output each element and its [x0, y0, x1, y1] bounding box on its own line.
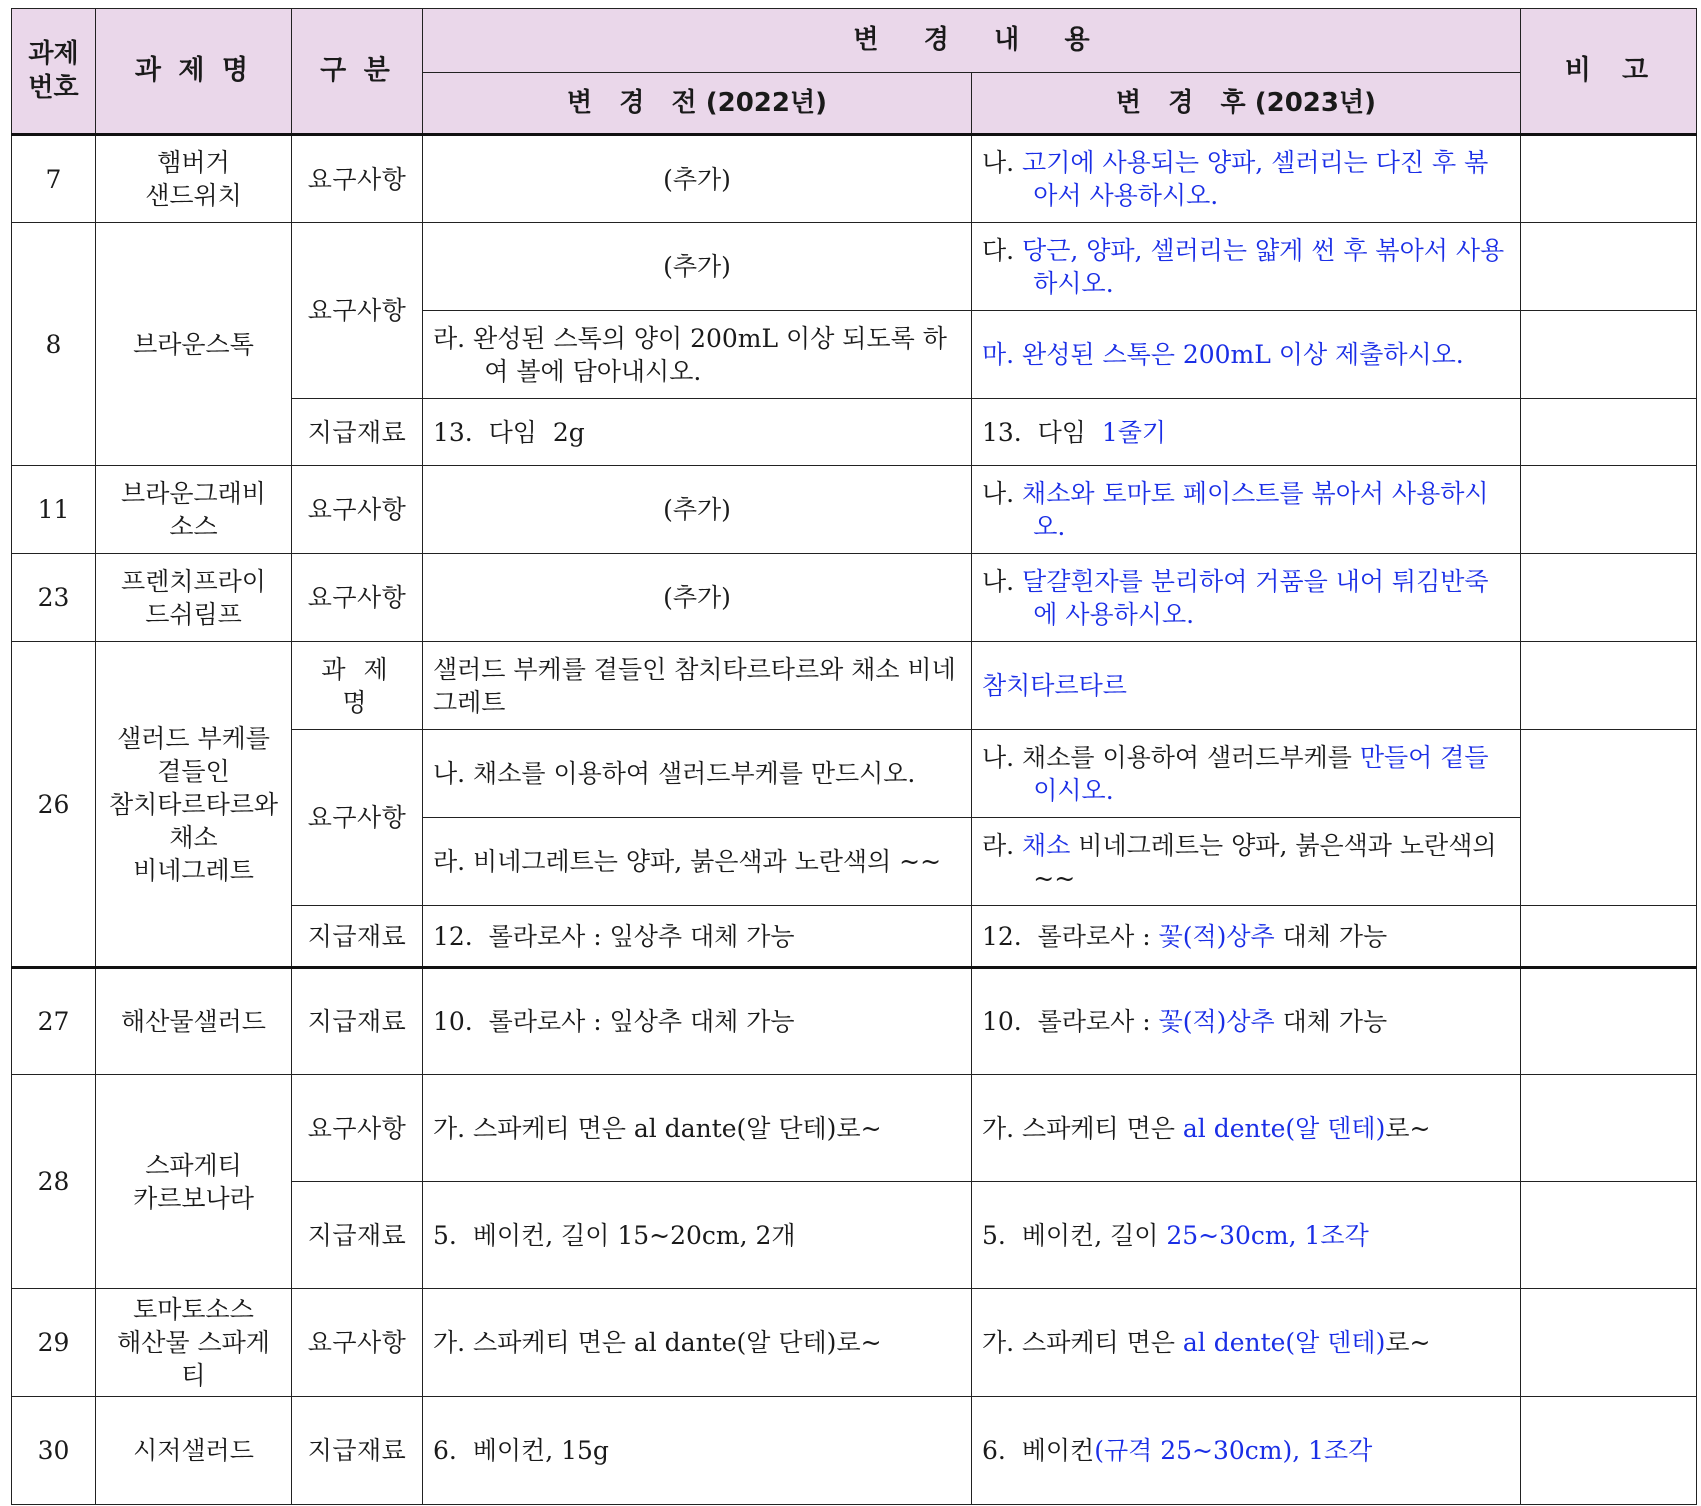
after-cell: 다. 당근, 양파, 셀러리는 얇게 썬 후 볶아서 사용하시오. [972, 223, 1521, 311]
after-cell: 6. 베이컨(규격 25~30cm), 1조각 [972, 1397, 1521, 1505]
header-before-2022: 변 경 전 (2022년) [423, 73, 972, 135]
before-cell: (추가) [423, 135, 972, 223]
header-task-number: 과제 번호 [12, 9, 96, 135]
before-cell: 가. 스파케티 면은 al dante(알 단테)로~ [423, 1075, 972, 1182]
note-cell [1521, 1075, 1697, 1182]
before-cell: (추가) [423, 466, 972, 554]
note-cell [1521, 968, 1697, 1075]
header-change-content: 변 경 내 용 [423, 9, 1521, 73]
after-cell: 13. 다임 1줄기 [972, 399, 1521, 466]
task-number: 28 [12, 1075, 96, 1289]
before-cell: 12. 롤라로사 : 잎상추 대체 가능 [423, 906, 972, 968]
before-cell: 나. 채소를 이용하여 샐러드부케를 만드시오. [423, 730, 972, 818]
header-note: 비 고 [1521, 9, 1697, 135]
note-cell [1521, 311, 1697, 399]
before-cell: 가. 스파케티 면은 al dante(알 단테)로~ [423, 1289, 972, 1397]
note-cell [1521, 1289, 1697, 1397]
before-cell: 라. 비네그레트는 양파, 붉은색과 노란색의 ~~ [423, 818, 972, 906]
task-name: 햄버거 샌드위치 [96, 135, 292, 223]
task-name: 스파게티 카르보나라 [96, 1075, 292, 1289]
category: 요구사항 [292, 1289, 423, 1397]
after-cell: 마. 완성된 스톡은 200mL 이상 제출하시오. [972, 311, 1521, 399]
task-name: 시저샐러드 [96, 1397, 292, 1505]
category: 요구사항 [292, 554, 423, 642]
before-cell: 라. 완성된 스톡의 양이 200mL 이상 되도록 하여 볼에 담아내시오. [423, 311, 972, 399]
after-cell: 라. 채소 비네그레트는 양파, 붉은색과 노란색의 ~~ [972, 818, 1521, 906]
before-cell: 6. 베이컨, 15g [423, 1397, 972, 1505]
note-cell [1521, 906, 1697, 968]
category: 지급재료 [292, 1182, 423, 1289]
task-number: 11 [12, 466, 96, 554]
after-cell: 나. 고기에 사용되는 양파, 셀러리는 다진 후 볶아서 사용하시오. [972, 135, 1521, 223]
after-cell: 나. 채소를 이용하여 샐러드부케를 만들어 곁들이시오. [972, 730, 1521, 818]
task-name: 프렌치프라이 드쉬림프 [96, 554, 292, 642]
header-category: 구 분 [292, 9, 423, 135]
header-task-name: 과 제 명 [96, 9, 292, 135]
category: 지급재료 [292, 906, 423, 968]
after-cell: 5. 베이컨, 길이 25~30cm, 1조각 [972, 1182, 1521, 1289]
task-name: 토마토소스 해산물 스파게티 [96, 1289, 292, 1397]
task-number: 8 [12, 223, 96, 466]
before-cell: (추가) [423, 223, 972, 311]
before-cell: 10. 롤라로사 : 잎상추 대체 가능 [423, 968, 972, 1075]
after-cell: 10. 롤라로사 : 꽃(적)상추 대체 가능 [972, 968, 1521, 1075]
task-number: 29 [12, 1289, 96, 1397]
task-number: 26 [12, 642, 96, 968]
before-cell: (추가) [423, 554, 972, 642]
category: 과 제 명 [292, 642, 423, 730]
after-cell: 가. 스파케티 면은 al dente(알 덴테)로~ [972, 1289, 1521, 1397]
after-cell: 12. 롤라로사 : 꽃(적)상추 대체 가능 [972, 906, 1521, 968]
header-after-2023: 변 경 후 (2023년) [972, 73, 1521, 135]
after-cell: 나. 달걀흰자를 분리하여 거품을 내어 튀김반죽에 사용하시오. [972, 554, 1521, 642]
note-cell [1521, 466, 1697, 554]
after-cell: 가. 스파케티 면은 al dente(알 덴테)로~ [972, 1075, 1521, 1182]
category: 요구사항 [292, 1075, 423, 1182]
note-cell [1521, 642, 1697, 730]
category: 요구사항 [292, 223, 423, 399]
task-number: 27 [12, 968, 96, 1075]
category: 지급재료 [292, 1397, 423, 1505]
task-name: 브라운그래비 소스 [96, 466, 292, 554]
note-cell [1521, 1182, 1697, 1289]
task-name: 샐러드 부케를 곁들인 참치타르타르와 채소 비네그레트 [96, 642, 292, 968]
before-cell: 샐러드 부케를 곁들인 참치타르타르와 채소 비네그레트 [423, 642, 972, 730]
task-number: 30 [12, 1397, 96, 1505]
category: 지급재료 [292, 399, 423, 466]
category: 요구사항 [292, 730, 423, 906]
changes-table [11, 8, 1697, 1505]
task-name: 브라운스톡 [96, 223, 292, 466]
after-cell: 참치타르타르 [972, 642, 1521, 730]
note-cell [1521, 135, 1697, 223]
before-cell: 5. 베이컨, 길이 15~20cm, 2개 [423, 1182, 972, 1289]
note-cell [1521, 554, 1697, 642]
category: 요구사항 [292, 135, 423, 223]
before-cell: 13. 다임 2g [423, 399, 972, 466]
category: 요구사항 [292, 466, 423, 554]
task-number: 23 [12, 554, 96, 642]
category: 지급재료 [292, 968, 423, 1075]
note-cell [1521, 1397, 1697, 1505]
after-cell: 나. 채소와 토마토 페이스트를 볶아서 사용하시오. [972, 466, 1521, 554]
note-cell [1521, 399, 1697, 466]
task-name: 해산물샐러드 [96, 968, 292, 1075]
task-number: 7 [12, 135, 96, 223]
note-cell [1521, 730, 1697, 906]
note-cell [1521, 223, 1697, 311]
